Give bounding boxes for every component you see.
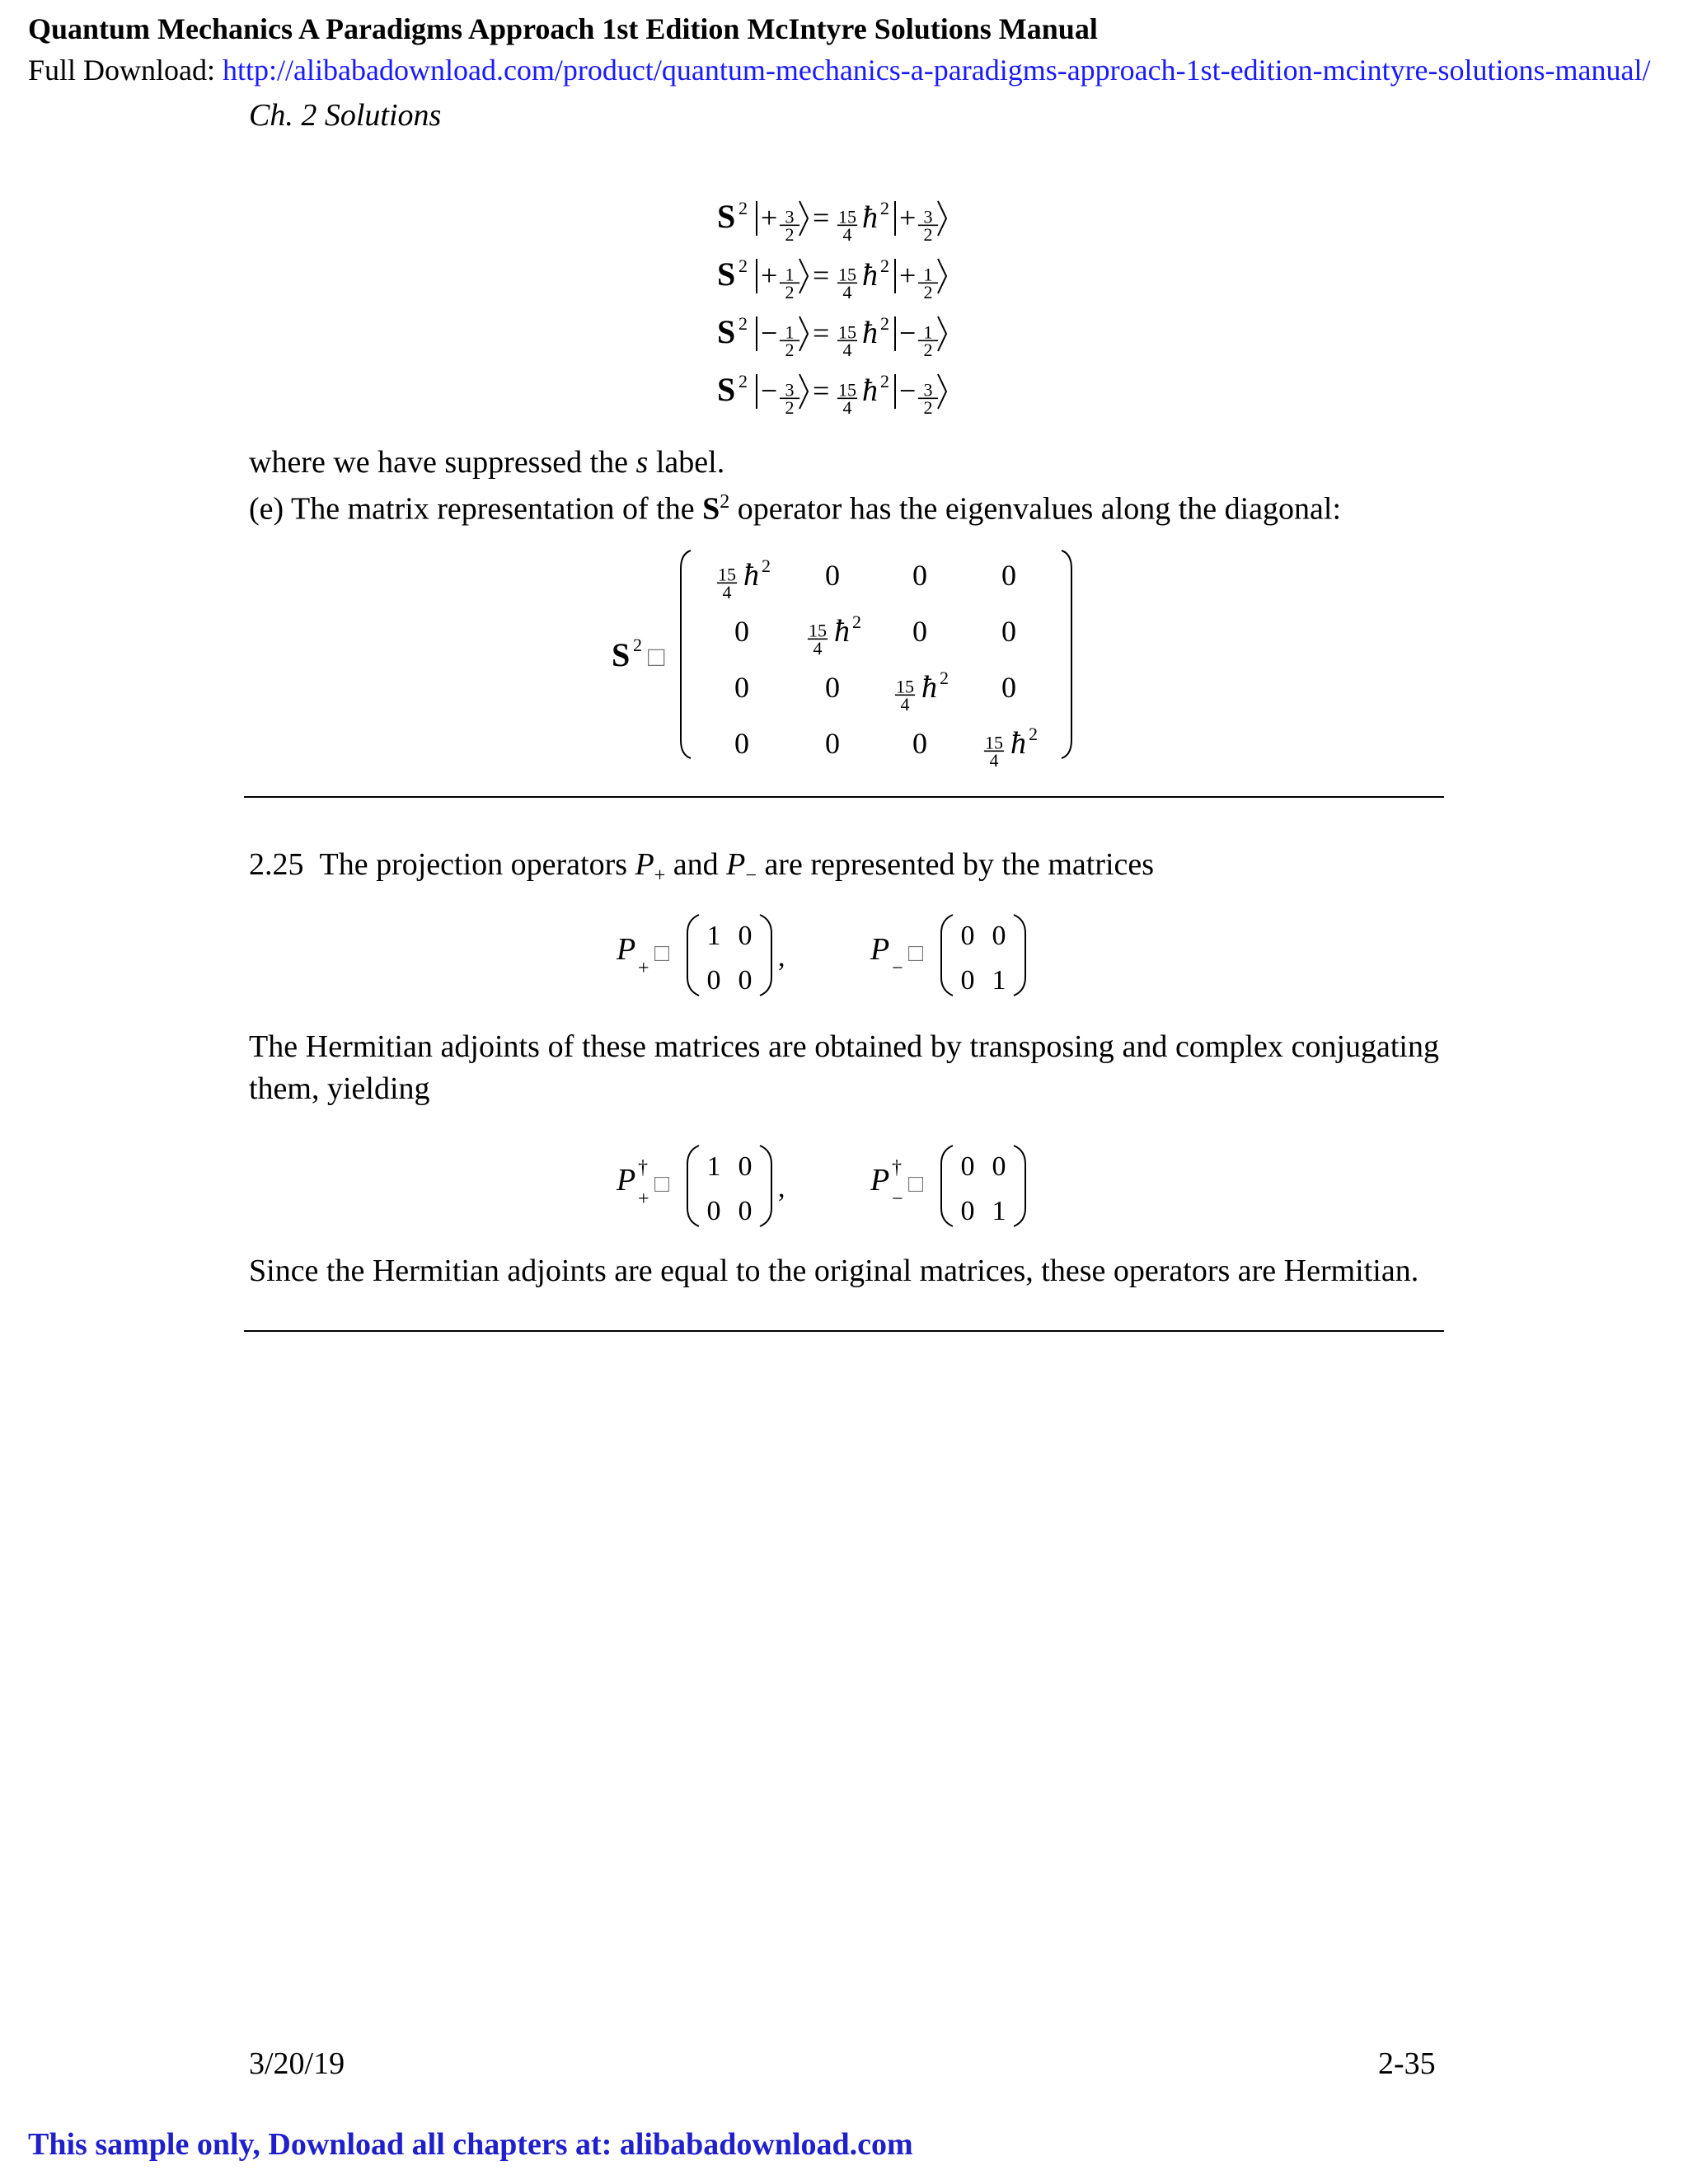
adjoint-matrices bbox=[610, 1136, 1088, 1239]
adjoint-p-minus-sub: − bbox=[892, 1188, 903, 1210]
note-line bbox=[249, 442, 724, 484]
projection-p-minus-left-bracket bbox=[941, 915, 953, 996]
right-bracket bbox=[1062, 551, 1071, 758]
part-e-suffix: operator has the eigenvalues along the diagonal: bbox=[729, 491, 1342, 527]
eq-0-operator: S bbox=[717, 198, 736, 235]
adjoint-p-plus-cell-0-0: 1 bbox=[706, 1151, 721, 1182]
note-pre: where we have suppressed the bbox=[249, 445, 636, 480]
projection-p-plus-left-bracket bbox=[687, 915, 699, 996]
matrix-cell-2-2-num: 15 bbox=[896, 676, 914, 697]
eq-1-ket-angle bbox=[799, 259, 808, 293]
eq-3-operator: S bbox=[717, 371, 736, 408]
adjoint-p-minus-dagger: † bbox=[892, 1157, 902, 1179]
minus-sub: − bbox=[745, 865, 757, 887]
eq-3-hbar-power: 2 bbox=[880, 371, 889, 391]
matrix-cell-3-2: 0 bbox=[912, 727, 927, 760]
projection-p-minus-relation-glyph: □ bbox=[908, 940, 924, 967]
projection-p-minus-right-bracket bbox=[1014, 915, 1025, 996]
eq-2-equals: = bbox=[813, 316, 830, 349]
problem-number: 2.25 bbox=[249, 847, 304, 882]
adjoint-p-plus-left-bracket bbox=[687, 1146, 699, 1226]
eq-2-operator: S bbox=[717, 313, 736, 350]
projection-matrices-svg bbox=[610, 905, 1088, 1004]
projection-p-minus-cell-1-1: 1 bbox=[992, 965, 1006, 996]
end-divider bbox=[244, 1330, 1444, 1332]
s-squared-matrix bbox=[602, 536, 1080, 779]
eq-2-hbar-power: 2 bbox=[880, 313, 889, 334]
note-variable: s bbox=[635, 445, 649, 480]
eq-1-power: 2 bbox=[738, 255, 748, 276]
projection-p-plus-relation-glyph: □ bbox=[654, 940, 670, 967]
matrix-lhs-power: 2 bbox=[633, 635, 642, 655]
eq-0-ket-frac-den: 2 bbox=[785, 223, 795, 245]
plus-sub: + bbox=[654, 865, 666, 887]
document-title: Quantum Mechanics A Paradigms Approach 1st Edition McIntyre Solutions Manual bbox=[28, 12, 1098, 45]
projection-p-plus-cell-0-1: 0 bbox=[738, 921, 753, 951]
matrix-cell-0-0-hbar-power: 2 bbox=[762, 555, 771, 576]
matrix-cell-1-2: 0 bbox=[912, 615, 927, 648]
matrix-cell-3-1: 0 bbox=[825, 727, 840, 760]
eq-3-eig-frac-num: 15 bbox=[838, 379, 856, 401]
eq-3-ket2-angle bbox=[938, 374, 946, 409]
eq-2-ket2-angle bbox=[938, 316, 946, 351]
matrix-cell-1-1-hbar: ħ bbox=[834, 614, 850, 649]
matrix-cell-3-3-hbar-power: 2 bbox=[1029, 724, 1038, 744]
eq-1-hbar-power: 2 bbox=[880, 255, 889, 276]
adjoint-p-minus-relation-glyph: □ bbox=[908, 1170, 924, 1197]
eq-0-eig-frac-den: 4 bbox=[842, 223, 852, 245]
matrix-cell-2-2-den: 4 bbox=[900, 693, 910, 715]
matrix-cell-2-0: 0 bbox=[734, 671, 749, 704]
left-bracket bbox=[681, 551, 691, 758]
adjoint-p-plus-op: P bbox=[617, 1163, 636, 1197]
eq-2-ket2-frac-num: 1 bbox=[923, 321, 933, 343]
matrix-cell-1-1-hbar-power: 2 bbox=[852, 612, 861, 632]
eq-2-ket-frac-num: 1 bbox=[785, 321, 795, 343]
note-post: label. bbox=[648, 445, 725, 480]
s-squared-matrix-svg bbox=[602, 536, 1080, 775]
eq-2-power: 2 bbox=[738, 313, 748, 334]
section-divider bbox=[244, 796, 1444, 798]
eq-2-eig-frac-num: 15 bbox=[838, 321, 856, 343]
projection-p-plus-cell-1-1: 0 bbox=[738, 965, 753, 996]
eq-0-equals: = bbox=[813, 201, 830, 234]
footer-page-number: 2-35 bbox=[1378, 2046, 1436, 2081]
eq-1-equals: = bbox=[813, 259, 830, 292]
intro-pre: The projection operators bbox=[319, 847, 635, 882]
download-prefix: Full Download: bbox=[28, 54, 223, 87]
eq-2-ket-angle bbox=[799, 316, 808, 351]
eq-3-equals: = bbox=[813, 374, 830, 407]
download-line bbox=[28, 53, 1688, 87]
projection-p-minus-cell-0-1: 0 bbox=[992, 921, 1006, 951]
projection-p-plus-sub: + bbox=[638, 958, 649, 979]
intro-mid: and bbox=[665, 847, 727, 882]
eq-3-power: 2 bbox=[738, 371, 748, 391]
eq-2-ket-sign: − bbox=[761, 316, 778, 349]
eq-3-ket-angle bbox=[799, 374, 808, 409]
eq-1-ket-frac-den: 2 bbox=[785, 281, 795, 302]
eq-0-ket2-angle bbox=[938, 201, 946, 236]
eq-0-hbar-power: 2 bbox=[880, 198, 889, 218]
projection-p-minus-sub: − bbox=[892, 958, 903, 979]
matrix-cell-1-0: 0 bbox=[734, 615, 749, 648]
adjoint-p-plus-cell-1-0: 0 bbox=[706, 1196, 721, 1226]
adjoint-p-minus-cell-1-0: 0 bbox=[960, 1196, 975, 1226]
eq-1-ket-sign: + bbox=[761, 259, 778, 292]
matrix-cell-0-0-num: 15 bbox=[718, 564, 736, 585]
eq-3-ket2-sign: − bbox=[899, 374, 917, 407]
matrix-cell-1-1-den: 4 bbox=[813, 637, 823, 658]
eq-1-ket2-sign: + bbox=[899, 259, 917, 292]
eigenvalue-equations-svg bbox=[709, 191, 989, 430]
matrix-cell-2-3: 0 bbox=[1001, 671, 1016, 704]
conclusion-paragraph: Since the Hermitian adjoints are equal to the original matrices, these operators are Hermitian. bbox=[249, 1254, 1419, 1288]
adjoint-p-plus-right-bracket bbox=[760, 1146, 771, 1226]
chapter-label: Ch. 2 Solutions bbox=[249, 98, 442, 133]
matrix-cell-0-2: 0 bbox=[912, 559, 927, 592]
projection-p-plus-op: P bbox=[617, 932, 636, 967]
matrix-relation-glyph: □ bbox=[648, 642, 665, 673]
download-link[interactable]: http://alibabadownload.com/product/quantum-mechanics-a-paradigms-approach-1st-edition-mcintyre-solutions-manual/ bbox=[223, 54, 1651, 87]
eq-0-ket2-frac-num: 3 bbox=[923, 206, 933, 227]
footer-download-banner[interactable]: This sample only, Download all chapters at: alibabadownload.com bbox=[28, 2127, 913, 2162]
problem-2-25-intro bbox=[249, 844, 1154, 898]
eq-1-operator: S bbox=[717, 255, 736, 293]
eq-1-ket-frac-num: 1 bbox=[785, 264, 795, 285]
matrix-cell-2-1: 0 bbox=[825, 671, 840, 704]
matrix-cell-0-0-hbar: ħ bbox=[743, 558, 759, 593]
matrix-cell-3-0: 0 bbox=[734, 727, 749, 760]
adjoint-p-plus-relation-glyph: □ bbox=[654, 1170, 670, 1197]
matrix-cell-3-3-num: 15 bbox=[985, 732, 1003, 753]
projection-p-plus-cell-1-0: 0 bbox=[706, 965, 721, 996]
matrix-cell-3-3-hbar: ħ bbox=[1010, 726, 1026, 761]
eq-0-ket-sign: + bbox=[761, 201, 778, 234]
matrix-cell-3-3-den: 4 bbox=[989, 749, 999, 771]
eq-2-ket-frac-den: 2 bbox=[785, 339, 795, 360]
projection-p-plus-right-bracket bbox=[760, 915, 771, 996]
eq-3-eig-frac-den: 4 bbox=[842, 396, 852, 418]
projection-p-plus-cell-0-0: 1 bbox=[706, 921, 721, 951]
eq-2-ket2-frac-den: 2 bbox=[923, 339, 933, 360]
eq-3-hbar: ħ bbox=[862, 373, 878, 408]
part-e-label: (e) The matrix representation of the bbox=[249, 491, 703, 527]
eq-0-ket2-frac-den: 2 bbox=[923, 223, 933, 245]
eq-3-ket-frac-num: 3 bbox=[785, 379, 795, 401]
footer-date: 3/20/19 bbox=[249, 2046, 345, 2081]
adjoint-p-minus-cell-0-0: 0 bbox=[960, 1151, 975, 1182]
adjoint-paragraph: The Hermitian adjoints of these matrices are obtained by transposing and complex conjugating them, yielding bbox=[249, 1029, 1439, 1106]
eq-1-ket2-angle bbox=[938, 259, 946, 293]
eq-0-hbar: ħ bbox=[862, 200, 878, 235]
eq-0-eig-frac-num: 15 bbox=[838, 206, 856, 227]
projection-comma: , bbox=[778, 942, 785, 972]
eq-0-ket-angle bbox=[799, 201, 808, 236]
eq-1-eig-frac-num: 15 bbox=[838, 264, 856, 285]
adjoint-p-minus-left-bracket bbox=[941, 1146, 953, 1226]
projection-p-minus-cell-0-0: 0 bbox=[960, 921, 975, 951]
adjoint-p-plus-cell-1-1: 0 bbox=[738, 1196, 753, 1226]
projection-p-minus-cell-1-0: 0 bbox=[960, 965, 975, 996]
adjoint-p-plus-dagger: † bbox=[638, 1157, 648, 1179]
eq-0-power: 2 bbox=[738, 198, 748, 218]
part-e-line bbox=[249, 481, 1341, 531]
adjoint-comma: , bbox=[778, 1173, 785, 1203]
matrix-cell-0-3: 0 bbox=[1001, 559, 1016, 592]
eigenvalue-equations bbox=[709, 191, 989, 434]
adjoint-p-minus-op: P bbox=[870, 1163, 890, 1197]
matrix-cell-1-3: 0 bbox=[1001, 615, 1016, 648]
adjoint-p-minus-cell-1-1: 1 bbox=[992, 1196, 1006, 1226]
projection-p-minus-op: P bbox=[870, 932, 890, 967]
eq-1-eig-frac-den: 4 bbox=[842, 281, 852, 302]
part-e-power: 2 bbox=[720, 491, 730, 513]
eq-1-ket2-frac-num: 1 bbox=[923, 264, 933, 285]
matrix-cell-2-2-hbar: ħ bbox=[921, 670, 937, 705]
eq-1-ket2-frac-den: 2 bbox=[923, 281, 933, 302]
eq-1-hbar: ħ bbox=[862, 258, 878, 293]
part-e-operator: S bbox=[702, 491, 720, 527]
eq-3-ket-sign: − bbox=[761, 374, 778, 407]
matrix-cell-1-1-num: 15 bbox=[809, 620, 827, 641]
adjoint-p-plus-sub: + bbox=[638, 1188, 649, 1210]
intro-post: are represented by the matrices bbox=[756, 847, 1155, 882]
op-p-minus: P bbox=[726, 847, 746, 882]
adjoint-p-minus-cell-0-1: 0 bbox=[992, 1151, 1006, 1182]
matrix-cell-0-0-den: 4 bbox=[722, 581, 732, 602]
eq-3-ket2-frac-num: 3 bbox=[923, 379, 933, 401]
eq-2-eig-frac-den: 4 bbox=[842, 339, 852, 360]
eq-3-ket-frac-den: 2 bbox=[785, 396, 795, 418]
matrix-cell-0-1: 0 bbox=[825, 559, 840, 592]
adjoint-matrices-svg bbox=[610, 1136, 1088, 1235]
eq-3-ket2-frac-den: 2 bbox=[923, 396, 933, 418]
eq-0-ket2-sign: + bbox=[899, 201, 917, 234]
projection-matrices bbox=[610, 905, 1088, 1008]
eq-2-ket2-sign: − bbox=[899, 316, 917, 349]
matrix-lhs: S bbox=[612, 636, 631, 673]
op-p-plus: P bbox=[635, 847, 654, 882]
eq-2-hbar: ħ bbox=[862, 316, 878, 350]
adjoint-p-plus-cell-0-1: 0 bbox=[738, 1151, 753, 1182]
adjoint-p-minus-right-bracket bbox=[1014, 1146, 1025, 1226]
matrix-cell-2-2-hbar-power: 2 bbox=[940, 668, 949, 688]
eq-0-ket-frac-num: 3 bbox=[785, 206, 795, 227]
